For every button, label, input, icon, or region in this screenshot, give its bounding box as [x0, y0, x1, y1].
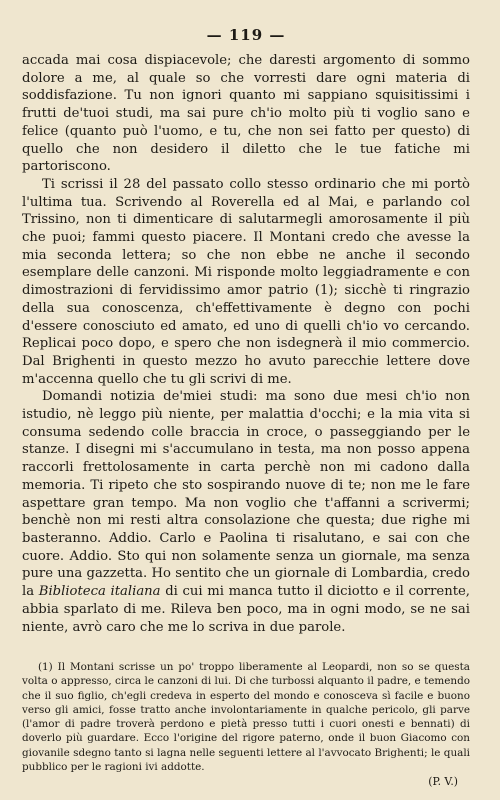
footnote-reference[interactable]: (1): [314, 283, 334, 299]
letter-body: [22, 52, 470, 636]
paragraph-2: [22, 176, 470, 388]
journal-title: Biblioteca italiana: [38, 584, 161, 600]
page-number: — 119 —: [206, 26, 286, 44]
paragraph-3: [22, 388, 470, 636]
footnote: [22, 660, 470, 790]
footnote-text: [22, 660, 470, 774]
paragraph-1: accada mai cosa dispiacevole; che daresti argomento di sommo dolore a me, al quale so che vorresti dare ogni materia di soddisfazione. Tu non ignori quanto mi sappiano squisitissimi i frutti de'tuoi studi, ma sai pure ch'io molto più ti voglio sano e felice (quanto può l'uomo, e tu, che non sei fatto per questo) di quello che non desidero il diletto che le tue fatiche mi partoriscono.: [22, 53, 470, 175]
paragraph-3-text-a: Domandi notizia de'miei studi: ma sono due mesi ch'io non istudio, nè leggo più niente, per malattia d'occhi; e la mia vita si consuma sedendo colle braccia in croce, o passeggiando per le stanze. I disegni mi s'accumulano in testa, ma non posso appena raccorli frettolosamente in carta perchè non mi cadono dalla memoria. Ti ripeto che sto sospirando nuove di te; non me le fare aspettare gran tempo. Ma non voglio che t'affanni a scrivermi; benchè non mi resti altra consolazione che questa; due righe mi basteranno. Addio. Carlo e Paolina ti risalutano, e sai con che cuore. Addio. Sto qui non solamente senza un giornale, ma senza pure una gazzetta. Ho sentito che un giornale di Lombardia, credo la: [22, 389, 470, 600]
paragraph-2-text-b: ; sicchè ti ringrazio della sua conoscenza, ch'effettivamente è degno con pochi d'essere conosciuto ed amato, ed uno di quelli ch'io vo cercando. Replicai poco dopo, e spero che non isdegnerà il mio commercio. Dal Brighenti in questo mezzo ho avuto parecchie lettere dove m'accenna quello che tu gli scrivi di me.: [22, 283, 470, 387]
footnote-signature: (P. V.): [428, 775, 458, 789]
paragraph-3-text-b: di cui mi manca tutto il diciotto e il corrente, abbia sparlato di me. Rileva ben poco, ma in ogni modo, se ne sai niente, avrò caro che me lo scriva in due parole.: [22, 584, 471, 635]
footnote-body: Il Montani scrisse un po' troppo liberamente al Leopardi, non so se questa volta o appresso, circa le canzoni di lui. Di che turbossi alquanto il padre, e temendo che il suo figlio, ch'egli credeva in esperto del mondo e conosceva sì facile e buono verso gli amici, fosse tratto anche involontariamente in qualche pericolo, gli parve (l'amor di padre troverà perdono e pietà presso tutti i cuori onesti e bennati) di doverlo più guardare. Ecco l'origine del rigore paterno, onde il buon Giacomo con giovanile sdegno tanto si lagna nelle seguenti lettere al l'avvocato Brighenti; le quali pubblico per le ragioni ivi addotte.: [22, 661, 470, 774]
paragraph-2-text-a: Ti scrissi il 28 del passato collo stesso ordinario che mi portò l'ultima tua. Scrivendo al Roverella ed al Mai, e parlando col Trissino, non ti dimenticare di salutarmegli amorosamente il più che puoi; fammi questo piacere. Il Montani credo che avesse la mia seconda lettera; so che non ebbe ne anche il secondo esemplare delle canzoni. Mi risponde molto leggiadramente e con dimostrazioni di fervidissimo amor patrio: [22, 176, 470, 299]
footnote-marker: (1): [38, 661, 53, 673]
